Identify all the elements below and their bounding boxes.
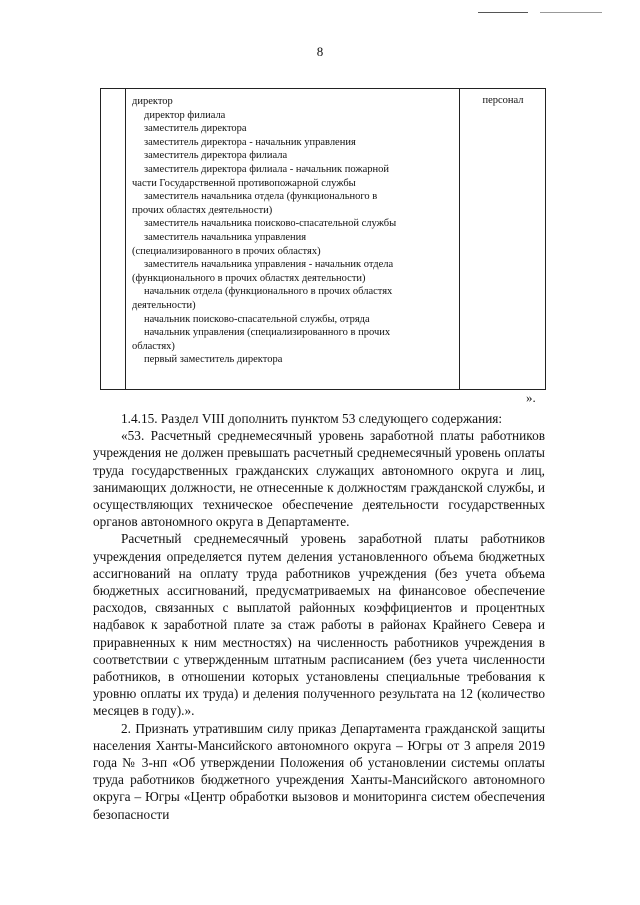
position-line: части Государственной противопожарной службы — [132, 177, 356, 189]
position-line: заместитель директора - начальник управления — [144, 136, 356, 148]
paragraph-calculation: Расчетный среднемесячный уровень заработной платы работников учреждения определяется путем деления установленного объема бюджетных ассигнований на оплату труда работников учреждения (без учета объема бюджетных ассигнований, предусматриваемых на финансовое обеспечение расходов, связанных с выплатой районных коэффициентов и процентных надбавок к заработной плате за стаж работы в районах Крайнего Севера и приравненных к ним местностях) на численность работников учреждения в соответствии с утвержденным штатным расписанием (без учета численности работников, в отношении которых установлены специальные требования к уровню оплаты их труда) и деления полученного результата на 12 (количество месяцев в году).». — [93, 531, 545, 719]
position-line: директор филиала — [144, 109, 226, 121]
position-line: заместитель начальника управления — [144, 231, 307, 243]
position-line: (специализированного в прочих областях) — [132, 245, 321, 257]
paragraph-item-53: «53. Расчетный среднемесячный уровень заработной платы работников учреждения не должен превышать расчетный среднемесячный уровень оплаты труда государственных гражданских служащих автономного округа и лиц, занимающих должности, не отнесенные к должностям гражданской службы, и осуществляющих техническое обеспечение деятельности государственных органов автономного округа в Департаменте. — [93, 428, 545, 530]
position-line: первый заместитель директора — [144, 354, 283, 366]
paragraph-repeal: 2. Признать утратившим силу приказ Департамента гражданской защиты населения Ханты-Мансийского автономного округа – Югры от 3 апреля 2019 года № 3-нп «Об утверждении Положения об установлении системы оплаты труда работников бюджетного учреждения Ханты-Мансийского автономного округа – Югры «Центр обработки вызовов и мониторинга систем обеспечения безопасности — [93, 720, 545, 822]
position-line: начальник управления (специализированного в прочих — [144, 327, 391, 339]
document-body — [93, 410, 545, 823]
position-line: заместитель директора филиала — [144, 150, 288, 162]
position-line: заместитель директора филиала - начальник пожарной — [144, 163, 390, 175]
closing-quote: ». — [526, 390, 536, 405]
position-line: прочих областях деятельности) — [132, 204, 273, 216]
paragraph-amendment: 1.4.15. Раздел VIII дополнить пунктом 53 следующего содержания: — [121, 411, 503, 426]
position-line: заместитель начальника поисково-спасательной службы — [144, 218, 397, 230]
position-line: начальник поисково-спасательной службы, отряда — [144, 313, 370, 325]
positions-cell — [126, 89, 460, 389]
scan-artifact-line — [540, 12, 602, 13]
position-line: директор — [132, 96, 173, 107]
position-line: областях) — [132, 340, 175, 352]
position-line: деятельности) — [132, 299, 196, 311]
page-number: 8 — [316, 44, 324, 59]
position-line: (функционального в прочих областях деятельности) — [132, 272, 366, 284]
table-number-column — [101, 89, 126, 389]
positions-table — [100, 88, 546, 390]
position-line: заместитель начальника отдела (функционального в — [144, 191, 378, 203]
scan-artifact-line — [478, 12, 528, 13]
position-line: заместитель директора — [144, 123, 247, 135]
position-line: заместитель начальника управления - начальник отдела — [144, 259, 394, 271]
category-cell: персонал — [482, 95, 524, 106]
position-line: начальник отдела (функционального в прочих областях — [144, 286, 393, 298]
